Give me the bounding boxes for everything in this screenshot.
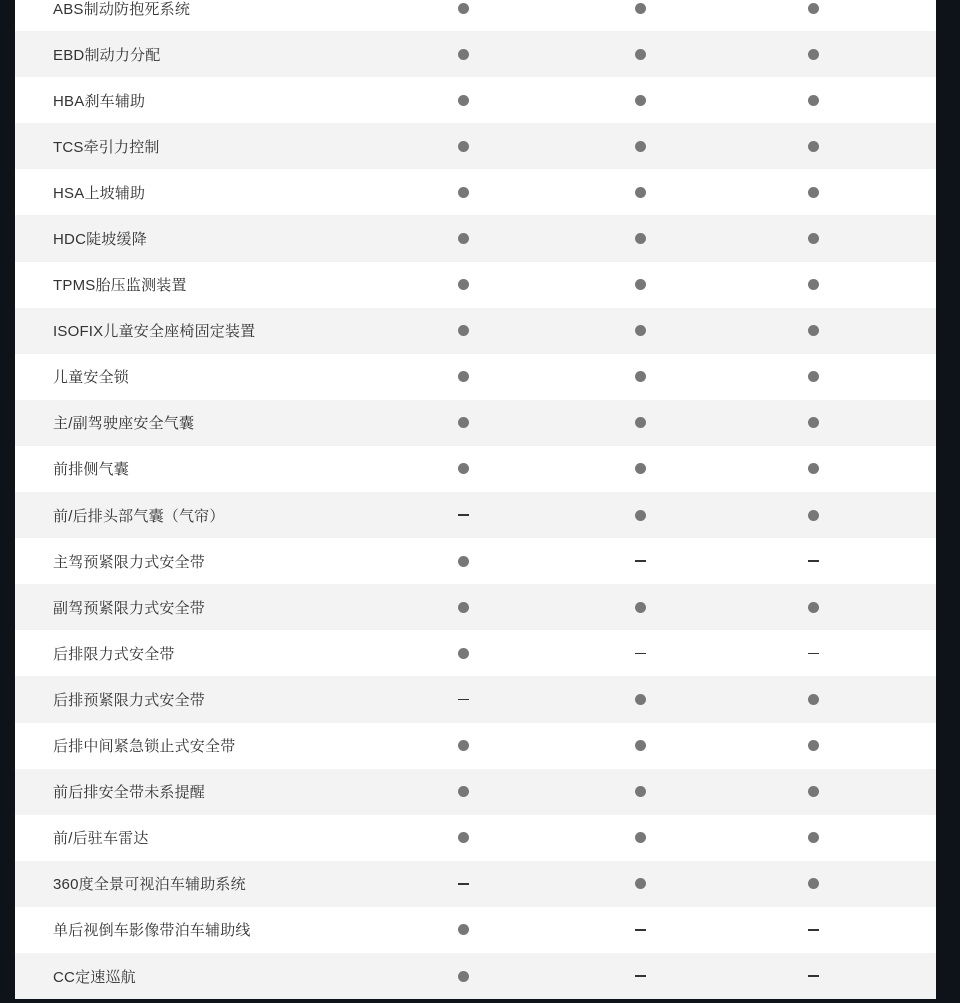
feature-label: HBA刹车辅助	[53, 92, 146, 110]
feature-label: TPMS胎压监测装置	[53, 277, 187, 295]
availability-cell	[620, 597, 660, 617]
standard-dot-icon	[808, 49, 819, 60]
availability-cell	[443, 182, 483, 202]
standard-dot-icon	[808, 417, 819, 428]
availability-cell	[443, 413, 483, 433]
standard-dot-icon	[635, 233, 646, 244]
standard-dot-icon	[458, 49, 469, 60]
availability-cell	[620, 321, 660, 341]
not-available-dash-icon	[808, 975, 819, 977]
availability-cell	[793, 367, 833, 387]
availability-cell	[443, 505, 483, 525]
standard-dot-icon	[458, 740, 469, 751]
availability-cell	[793, 874, 833, 894]
table-row	[15, 815, 936, 861]
standard-dot-icon	[458, 602, 469, 613]
availability-cell	[443, 321, 483, 341]
table-row	[15, 630, 936, 676]
standard-dot-icon	[808, 878, 819, 889]
availability-cell	[443, 367, 483, 387]
availability-cell	[620, 275, 660, 295]
standard-dot-icon	[458, 325, 469, 336]
availability-cell	[620, 736, 660, 756]
feature-label: 后排中间紧急锁止式安全带	[53, 738, 236, 756]
standard-dot-icon	[635, 187, 646, 198]
availability-cell	[443, 643, 483, 663]
standard-dot-icon	[808, 694, 819, 705]
availability-cell	[443, 459, 483, 479]
table-row	[15, 907, 936, 953]
availability-cell	[620, 828, 660, 848]
table-row	[15, 492, 936, 538]
availability-cell	[793, 413, 833, 433]
feature-label: ABS制动防抱死系统	[53, 0, 191, 18]
availability-cell	[443, 229, 483, 249]
feature-label: 主驾预紧限力式安全带	[53, 553, 206, 571]
standard-dot-icon	[808, 371, 819, 382]
table-row	[15, 262, 936, 308]
availability-cell	[620, 459, 660, 479]
table-row	[15, 446, 936, 492]
table-row	[15, 769, 936, 815]
standard-dot-icon	[458, 648, 469, 659]
table-row	[15, 354, 936, 400]
table-row	[15, 77, 936, 123]
standard-dot-icon	[458, 417, 469, 428]
availability-cell	[793, 736, 833, 756]
availability-cell	[793, 782, 833, 802]
availability-cell	[443, 136, 483, 156]
standard-dot-icon	[458, 556, 469, 567]
not-available-dash-icon	[635, 560, 646, 562]
standard-dot-icon	[808, 279, 819, 290]
availability-cell	[793, 597, 833, 617]
feature-label: 儿童安全锁	[53, 369, 130, 387]
availability-cell	[620, 551, 660, 571]
availability-cell	[443, 275, 483, 295]
standard-dot-icon	[808, 325, 819, 336]
feature-label: 前后排安全带未系提醒	[53, 784, 206, 802]
availability-cell	[793, 459, 833, 479]
feature-label: ISOFIX儿童安全座椅固定装置	[53, 323, 256, 341]
standard-dot-icon	[458, 971, 469, 982]
table-row	[15, 0, 936, 31]
not-available-dash-icon	[458, 699, 469, 701]
standard-dot-icon	[635, 371, 646, 382]
standard-dot-icon	[458, 95, 469, 106]
not-available-dash-icon	[808, 653, 819, 655]
availability-cell	[793, 828, 833, 848]
availability-cell	[793, 321, 833, 341]
availability-cell	[620, 966, 660, 986]
table-row	[15, 861, 936, 907]
standard-dot-icon	[458, 279, 469, 290]
standard-dot-icon	[458, 3, 469, 14]
standard-dot-icon	[635, 3, 646, 14]
standard-dot-icon	[635, 279, 646, 290]
availability-cell	[620, 874, 660, 894]
feature-label: 单后视倒车影像带泊车辅助线	[53, 922, 251, 940]
standard-dot-icon	[458, 187, 469, 198]
feature-label: TCS牵引力控制	[53, 138, 160, 156]
availability-cell	[793, 275, 833, 295]
availability-cell	[793, 966, 833, 986]
table-row	[15, 676, 936, 722]
standard-dot-icon	[635, 325, 646, 336]
feature-label: HSA上坡辅助	[53, 184, 146, 202]
table-row	[15, 723, 936, 769]
standard-dot-icon	[808, 233, 819, 244]
table-row	[15, 123, 936, 169]
feature-label: 前/后驻车雷达	[53, 830, 149, 848]
standard-dot-icon	[808, 786, 819, 797]
availability-cell	[620, 90, 660, 110]
availability-cell	[620, 782, 660, 802]
standard-dot-icon	[808, 141, 819, 152]
feature-label: 360度全景可视泊车辅助系统	[53, 876, 246, 894]
not-available-dash-icon	[635, 929, 646, 931]
feature-label: 后排限力式安全带	[53, 645, 175, 663]
availability-cell	[793, 505, 833, 525]
standard-dot-icon	[808, 740, 819, 751]
availability-cell	[793, 44, 833, 64]
table-row	[15, 308, 936, 354]
availability-cell	[793, 920, 833, 940]
standard-dot-icon	[808, 95, 819, 106]
feature-label: 主/副驾驶座安全气囊	[53, 415, 195, 433]
standard-dot-icon	[635, 463, 646, 474]
standard-dot-icon	[458, 832, 469, 843]
standard-dot-icon	[635, 49, 646, 60]
standard-dot-icon	[458, 141, 469, 152]
availability-cell	[620, 413, 660, 433]
standard-dot-icon	[635, 510, 646, 521]
standard-dot-icon	[808, 463, 819, 474]
table-row	[15, 31, 936, 77]
standard-dot-icon	[458, 786, 469, 797]
availability-cell	[443, 689, 483, 709]
feature-label: CC定速巡航	[53, 968, 136, 986]
standard-dot-icon	[808, 602, 819, 613]
table-row	[15, 215, 936, 261]
standard-dot-icon	[635, 786, 646, 797]
spec-table	[15, 0, 936, 999]
not-available-dash-icon	[808, 929, 819, 931]
availability-cell	[620, 0, 660, 18]
table-row	[15, 953, 936, 999]
table-row	[15, 400, 936, 446]
availability-cell	[443, 90, 483, 110]
standard-dot-icon	[458, 233, 469, 244]
availability-cell	[620, 229, 660, 249]
availability-cell	[620, 643, 660, 663]
standard-dot-icon	[808, 832, 819, 843]
availability-cell	[620, 689, 660, 709]
standard-dot-icon	[458, 924, 469, 935]
availability-cell	[443, 874, 483, 894]
availability-cell	[443, 828, 483, 848]
table-row	[15, 584, 936, 630]
standard-dot-icon	[635, 832, 646, 843]
availability-cell	[793, 0, 833, 18]
standard-dot-icon	[808, 510, 819, 521]
availability-cell	[443, 782, 483, 802]
not-available-dash-icon	[458, 514, 469, 516]
standard-dot-icon	[808, 187, 819, 198]
standard-dot-icon	[635, 95, 646, 106]
standard-dot-icon	[635, 141, 646, 152]
availability-cell	[443, 966, 483, 986]
standard-dot-icon	[635, 417, 646, 428]
availability-cell	[620, 505, 660, 525]
availability-cell	[793, 689, 833, 709]
availability-cell	[620, 920, 660, 940]
availability-cell	[443, 736, 483, 756]
availability-cell	[793, 182, 833, 202]
availability-cell	[443, 44, 483, 64]
standard-dot-icon	[635, 878, 646, 889]
availability-cell	[443, 0, 483, 18]
table-row	[15, 169, 936, 215]
availability-cell	[793, 90, 833, 110]
not-available-dash-icon	[808, 560, 819, 562]
feature-label: 副驾预紧限力式安全带	[53, 599, 206, 617]
standard-dot-icon	[635, 740, 646, 751]
availability-cell	[620, 182, 660, 202]
feature-label: HDC陡坡缓降	[53, 231, 147, 249]
not-available-dash-icon	[635, 653, 646, 655]
not-available-dash-icon	[635, 975, 646, 977]
standard-dot-icon	[458, 371, 469, 382]
availability-cell	[620, 367, 660, 387]
availability-cell	[620, 136, 660, 156]
standard-dot-icon	[458, 463, 469, 474]
feature-label: 前/后排头部气囊（气帘）	[53, 507, 225, 525]
availability-cell	[443, 597, 483, 617]
availability-cell	[793, 551, 833, 571]
table-row	[15, 538, 936, 584]
availability-cell	[793, 136, 833, 156]
feature-label: EBD制动力分配	[53, 46, 161, 64]
not-available-dash-icon	[458, 883, 469, 885]
standard-dot-icon	[635, 694, 646, 705]
availability-cell	[793, 643, 833, 663]
feature-label: 后排预紧限力式安全带	[53, 691, 206, 709]
availability-cell	[793, 229, 833, 249]
availability-cell	[443, 920, 483, 940]
standard-dot-icon	[808, 3, 819, 14]
availability-cell	[620, 44, 660, 64]
standard-dot-icon	[635, 602, 646, 613]
availability-cell	[443, 551, 483, 571]
feature-label: 前排侧气囊	[53, 461, 130, 479]
